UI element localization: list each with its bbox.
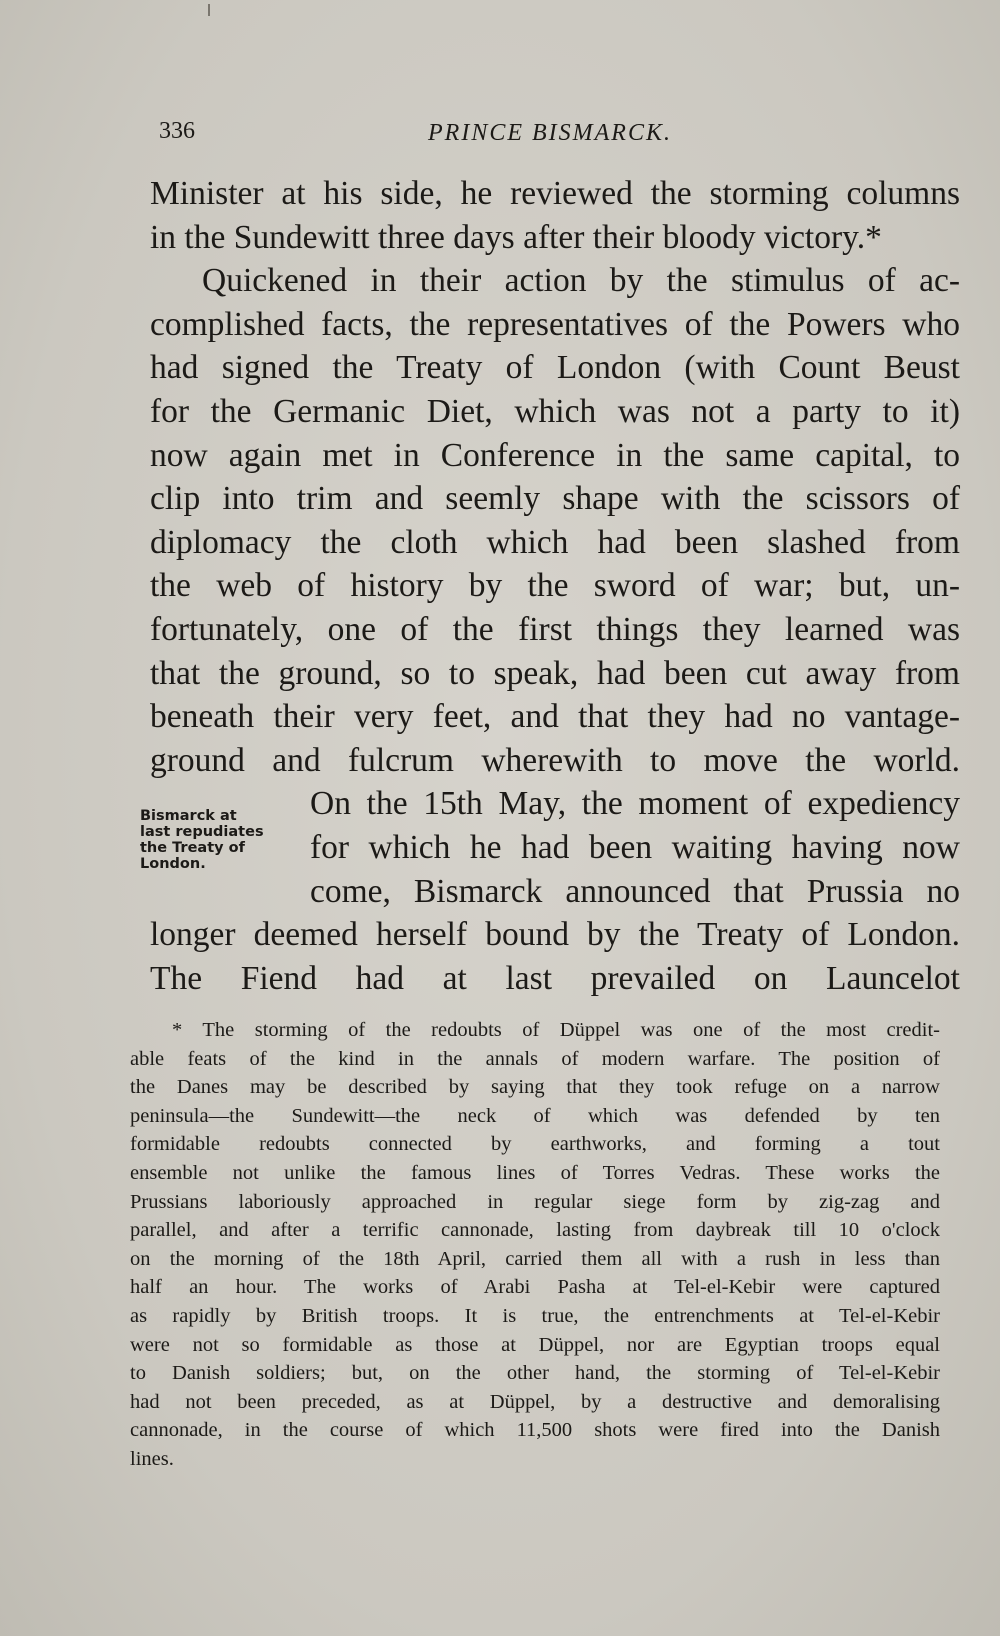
sidenote-line: the Treaty of [140,840,245,856]
body-line: that the ground, so to speak, had been cut away from [150,654,960,692]
footnote [130,1016,940,1474]
footnote-line: on the morning of the 18th April, carried them all with a rush in less than [130,1247,940,1270]
body-line: clip into trim and seemly shape with the scissors of [150,480,960,518]
body-line: ground and fulcrum wherewith to move the world. [150,741,960,779]
footnote-line: half an hour. The works of Arabi Pasha at Tel-el-Kebir were captured [130,1276,940,1299]
footnote-line: peninsula—the Sundewitt—the neck of which was defended by ten [130,1104,940,1127]
body-line: for which he had been waiting having now [310,828,960,866]
body-line: Quickened in their action by the stimulus of ac- [202,262,960,300]
footnote-line: were not so formidable as those at Düppel, nor are Egyptian troops equal [130,1333,940,1356]
body-line: now again met in Conference in the same capital, to [150,436,960,474]
page-blemish [208,4,210,16]
footnote-line: formidable redoubts connected by earthworks, and forming a tout [130,1133,940,1156]
body-line: longer deemed herself bound by the Treaty of London. [150,916,960,954]
footnote-line: able feats of the kind in the annals of modern warfare. The position of [130,1047,940,1070]
body-line: complished facts, the representatives of the Powers who [150,305,960,343]
body-line: fortunately, one of the first things they learned was [150,610,960,648]
body-line: beneath their very feet, and that they had no vantage- [150,698,960,736]
footnote-line: parallel, and after a terrific cannonade, lasting from daybreak till 10 o'clock [130,1219,940,1242]
footnote-line: ensemble not unlike the famous lines of Torres Vedras. These works the [130,1161,940,1184]
body-line: come, Bismarck announced that Prussia no [310,872,960,910]
sidenote-line: London. [140,856,206,872]
footnote-line: as rapidly by British troops. It is true, the entrenchments at Tel-el-Kebir [130,1304,940,1327]
footnote-line: to Danish soldiers; but, on the other hand, the storming of Tel-el-Kebir [130,1362,940,1385]
body-line: On the 15th May, the moment of expediency [310,785,960,823]
page-header [155,118,955,158]
sidenote-line: last repudiates [140,824,264,840]
margin-sidenote [140,808,280,872]
body-line: diplomacy the cloth which had been slashed from [150,523,960,561]
footnote-line: cannonade, in the course of which 11,500 shots were fired into the Danish [130,1419,940,1442]
body-line: the web of history by the sword of war; but, un- [150,567,960,605]
footnote-line: Prussians laboriously approached in regular siege form by zig-zag and [130,1190,940,1213]
running-title: PRINCE BISMARCK. [428,120,672,146]
footnote-line: lines. [130,1447,174,1470]
footnote-line: * The storming of the redoubts of Düppel was one of the most credit- [172,1019,940,1041]
page-number: 336 [159,118,195,144]
footnote-line: the Danes may be described by saying that they took refuge on a narrow [130,1076,940,1099]
body-line: for the Germanic Diet, which was not a party to it) [150,392,960,430]
body-line: in the Sundewitt three days after their bloody victory.* [150,218,882,256]
body-line: The Fiend had at last prevailed on Launcelot [150,959,960,997]
body-text [150,172,960,1000]
footnote-line: had not been preceded, as at Düppel, by a destructive and demoralising [130,1390,940,1413]
sidenote-line: Bismarck at [140,808,237,824]
body-line: Minister at his side, he reviewed the storming columns [150,175,960,212]
body-line: had signed the Treaty of London (with Count Beust [150,349,960,387]
